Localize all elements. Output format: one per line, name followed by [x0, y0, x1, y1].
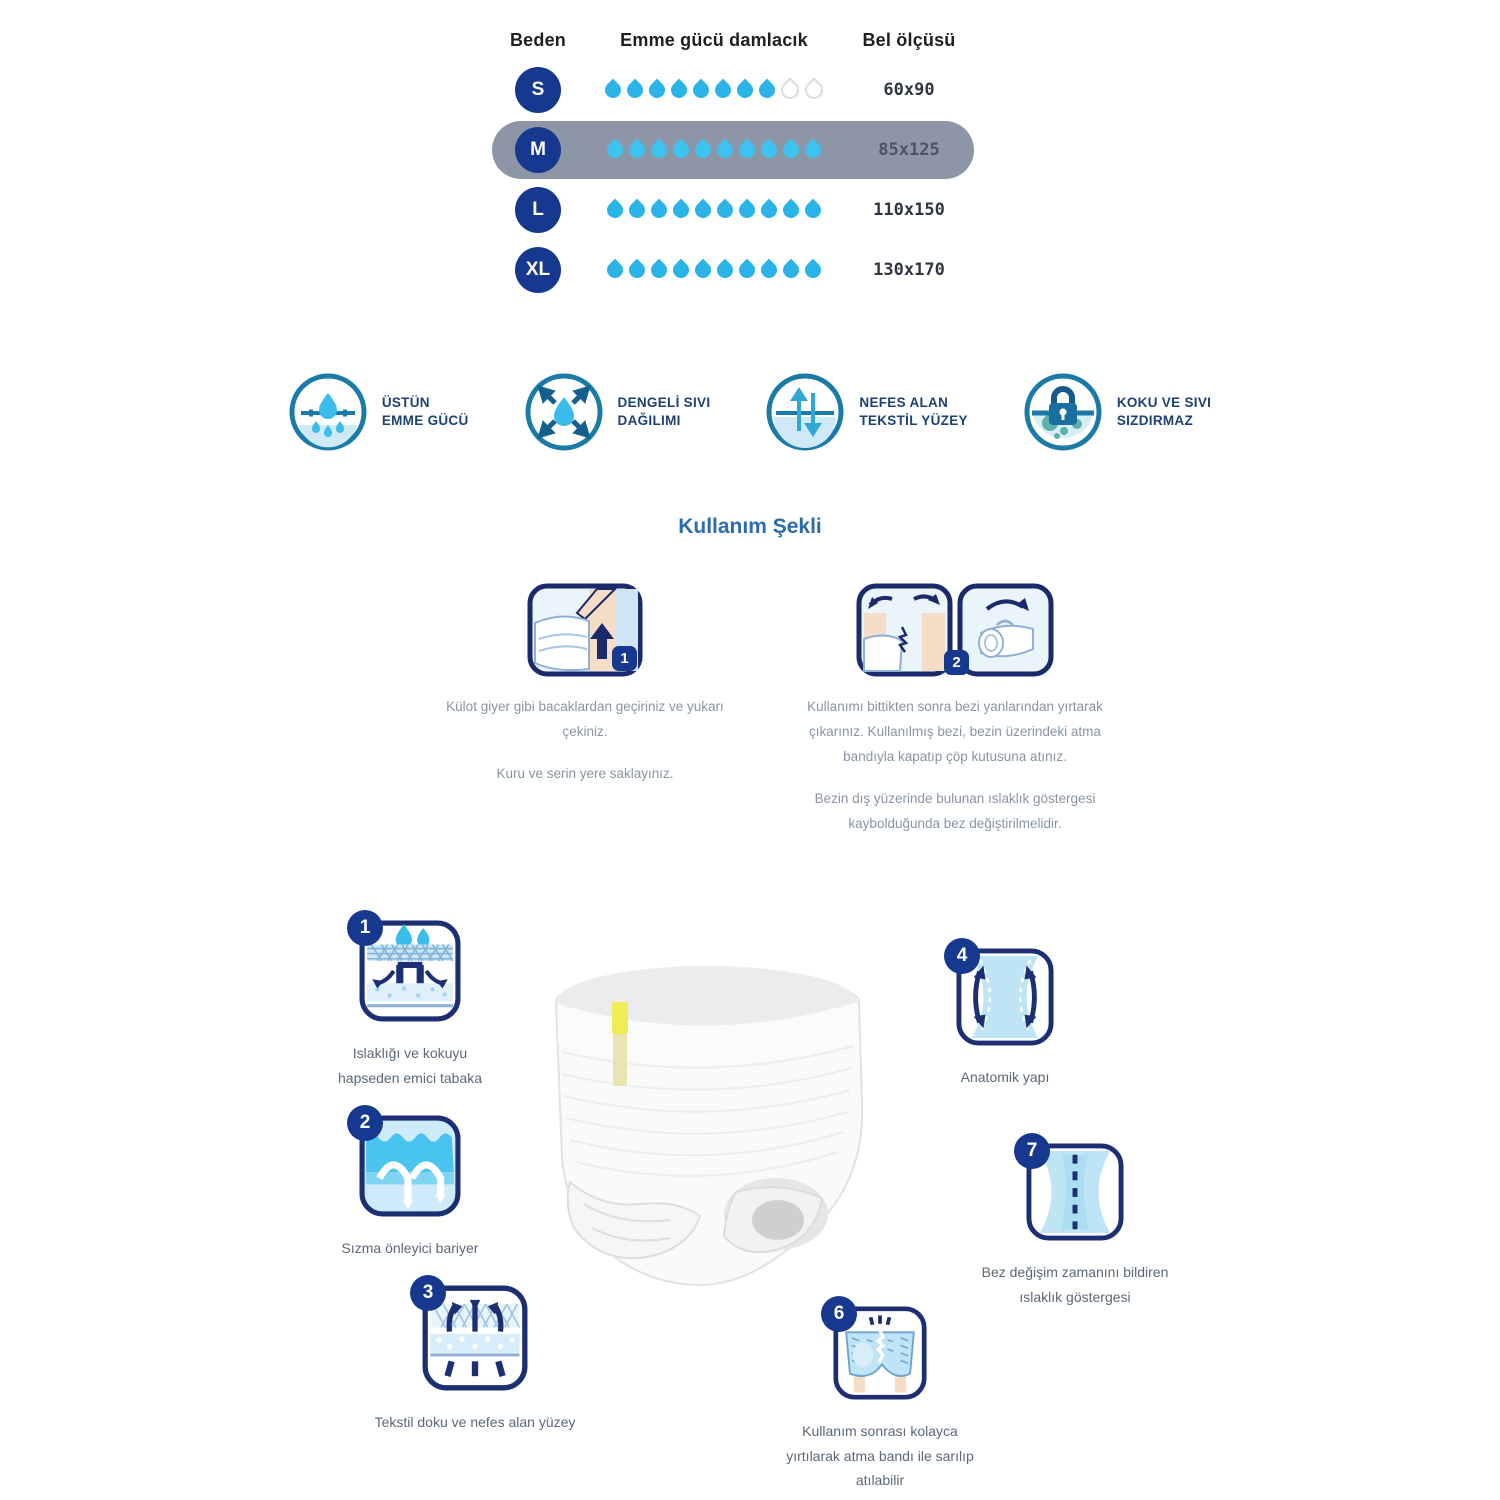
usage-section-title: Kullanım Şekli	[678, 515, 822, 538]
product-image	[540, 942, 875, 1300]
droplet-filled-icon	[624, 79, 647, 102]
droplet-filled-icon	[604, 139, 627, 162]
feature-label: KOKU VE SIVI SIZDIRMAZ	[1116, 395, 1212, 428]
droplet-filled-icon	[736, 139, 759, 162]
callout-tear-disposal	[752, 1303, 1008, 1493]
droplet-filled-icon	[780, 199, 803, 222]
feature-label: ÜSTÜN EMME GÜCÜ	[381, 395, 469, 428]
droplet-filled-icon	[802, 259, 825, 282]
droplet-filled-icon	[692, 139, 715, 162]
callout-absorbent-layer	[290, 917, 530, 1090]
droplet-filled-icon	[692, 259, 715, 282]
size-badge-xl: XL	[515, 247, 561, 293]
droplet-filled-icon	[692, 199, 715, 222]
droplet-filled-icon	[670, 259, 693, 282]
leak-barrier-icon	[359, 1112, 461, 1222]
step1-paragraph-1: Külot giyer gibi bacaklardan geçiriniz ve yukarı çekiniz.	[446, 699, 724, 739]
droplet-filled-icon	[670, 139, 693, 162]
callout-number-badge: 4	[944, 938, 980, 974]
size-row-m-selected	[492, 121, 974, 179]
droplet-filled-icon	[668, 79, 691, 102]
droplet-filled-icon	[736, 199, 759, 222]
step2-paragraph-1: Kullanımı bittikten sonra bezi yanlarından yırtarak çıkarınız. Kullanılmış bezi, bezin üzerindeki atma bandıyla kapatıp çöp kutusuna atınız.	[807, 699, 1103, 764]
droplet-empty-icon	[801, 77, 826, 102]
droplet-filled-icon	[714, 199, 737, 222]
callout-label: Kullanım sonrası kolayca yırtılarak atma bandı ile sarılıp atılabilir	[786, 1423, 974, 1488]
droplet-meter	[584, 241, 844, 299]
callout-number-badge: 2	[347, 1105, 383, 1141]
droplet-meter	[584, 181, 844, 239]
textile-breathable-icon	[422, 1282, 528, 1396]
droplet-filled-icon	[736, 259, 759, 282]
droplet-filled-icon	[670, 199, 693, 222]
liquid-distribution-icon	[525, 373, 603, 451]
droplet-filled-icon	[758, 199, 781, 222]
droplet-filled-icon	[734, 79, 757, 102]
usage-step-1	[425, 583, 745, 804]
feature-label: DENGELİ SIVI DAĞILIMI	[617, 395, 711, 428]
size-row-l	[492, 181, 974, 239]
droplet-filled-icon	[714, 259, 737, 282]
callout-label: Islaklığı ve kokuyu hapseden emici tabaka	[338, 1045, 482, 1086]
size-badge-l: L	[515, 187, 561, 233]
size-row-s	[492, 61, 974, 119]
feature-label: NEFES ALAN TEKSTİL YÜZEY	[859, 395, 968, 428]
wetness-indicator-strip	[612, 1002, 628, 1086]
waist-value: 130x170	[873, 260, 945, 280]
step1-paragraph-2: Kuru ve serin yere saklayınız.	[496, 765, 674, 781]
callout-label: Bez değişim zamanını bildiren ıslaklık göstergesi	[981, 1264, 1169, 1305]
step-number-badge: 1	[612, 646, 637, 671]
wetness-indicator-icon	[1026, 1140, 1124, 1246]
step1-illustration	[527, 583, 643, 677]
droplet-filled-icon	[714, 139, 737, 162]
size-badge-s: S	[515, 67, 561, 113]
odor-liquid-lock-icon	[1024, 373, 1102, 451]
callout-leak-barrier	[290, 1112, 530, 1261]
droplet-empty-icon	[777, 77, 802, 102]
droplet-filled-icon	[690, 79, 713, 102]
droplet-filled-icon	[758, 139, 781, 162]
callout-label: Anatomik yapı	[960, 1069, 1050, 1085]
droplet-filled-icon	[646, 79, 669, 102]
droplet-filled-icon	[604, 259, 627, 282]
size-table-header	[492, 30, 974, 51]
callout-number-badge: 1	[347, 910, 383, 946]
step2-paragraph-2: Bezin dış yüzerinde bulunan ıslaklık göstergesi kaybolduğunda bez değiştirilmelidir.	[814, 790, 1096, 831]
anatomic-shape-icon	[956, 945, 1054, 1051]
droplet-filled-icon	[802, 139, 825, 162]
step2-illustration	[856, 583, 1054, 677]
callout-wetness-indicator	[945, 1140, 1205, 1309]
feature-absorbency	[289, 368, 469, 456]
usage-step-2	[790, 583, 1120, 854]
droplet-meter	[584, 121, 844, 179]
droplet-filled-icon	[604, 199, 627, 222]
droplet-filled-icon	[780, 259, 803, 282]
droplet-filled-icon	[756, 79, 779, 102]
header-absorbency: Emme gücü damlacık	[620, 30, 808, 50]
waist-value: 110x150	[873, 200, 945, 220]
feature-odor-lock	[1024, 368, 1211, 456]
droplet-filled-icon	[648, 259, 671, 282]
callout-number-badge: 3	[410, 1275, 446, 1311]
feature-breathable	[766, 368, 967, 456]
droplet-filled-icon	[626, 139, 649, 162]
callout-number-badge: 6	[821, 1296, 857, 1332]
waist-value: 85x125	[878, 140, 940, 160]
step1-text	[425, 695, 745, 804]
absorbent-layer-icon	[359, 917, 461, 1027]
callout-label: Sızma önleyici bariyer	[341, 1240, 479, 1256]
size-row-xl	[492, 241, 974, 299]
header-size: Beden	[509, 30, 566, 50]
size-table	[492, 30, 974, 299]
step2-text	[790, 695, 1120, 854]
feature-liquid-distribution	[525, 368, 711, 456]
tear-disposal-icon	[833, 1303, 927, 1405]
callout-number-badge: 7	[1014, 1133, 1050, 1169]
droplet-filled-icon	[626, 199, 649, 222]
droplet-meter	[584, 61, 844, 119]
header-waist: Bel ölçüsü	[862, 30, 956, 50]
waist-value: 60x90	[883, 80, 935, 100]
droplet-filled-icon	[626, 259, 649, 282]
absorbency-icon	[289, 373, 367, 451]
droplet-filled-icon	[758, 259, 781, 282]
droplet-filled-icon	[648, 139, 671, 162]
callout-textile-surface	[350, 1282, 600, 1435]
size-badge-m: M	[515, 127, 561, 173]
droplet-filled-icon	[712, 79, 735, 102]
step-number-badge: 2	[944, 650, 969, 675]
callout-label: Tekstil doku ve nefes alan yüzey	[374, 1414, 576, 1430]
droplet-filled-icon	[602, 79, 625, 102]
feature-icon-row	[0, 368, 1500, 456]
droplet-filled-icon	[802, 199, 825, 222]
breathable-textile-icon	[766, 373, 844, 451]
callout-anatomic	[885, 945, 1125, 1090]
droplet-filled-icon	[780, 139, 803, 162]
droplet-filled-icon	[648, 199, 671, 222]
